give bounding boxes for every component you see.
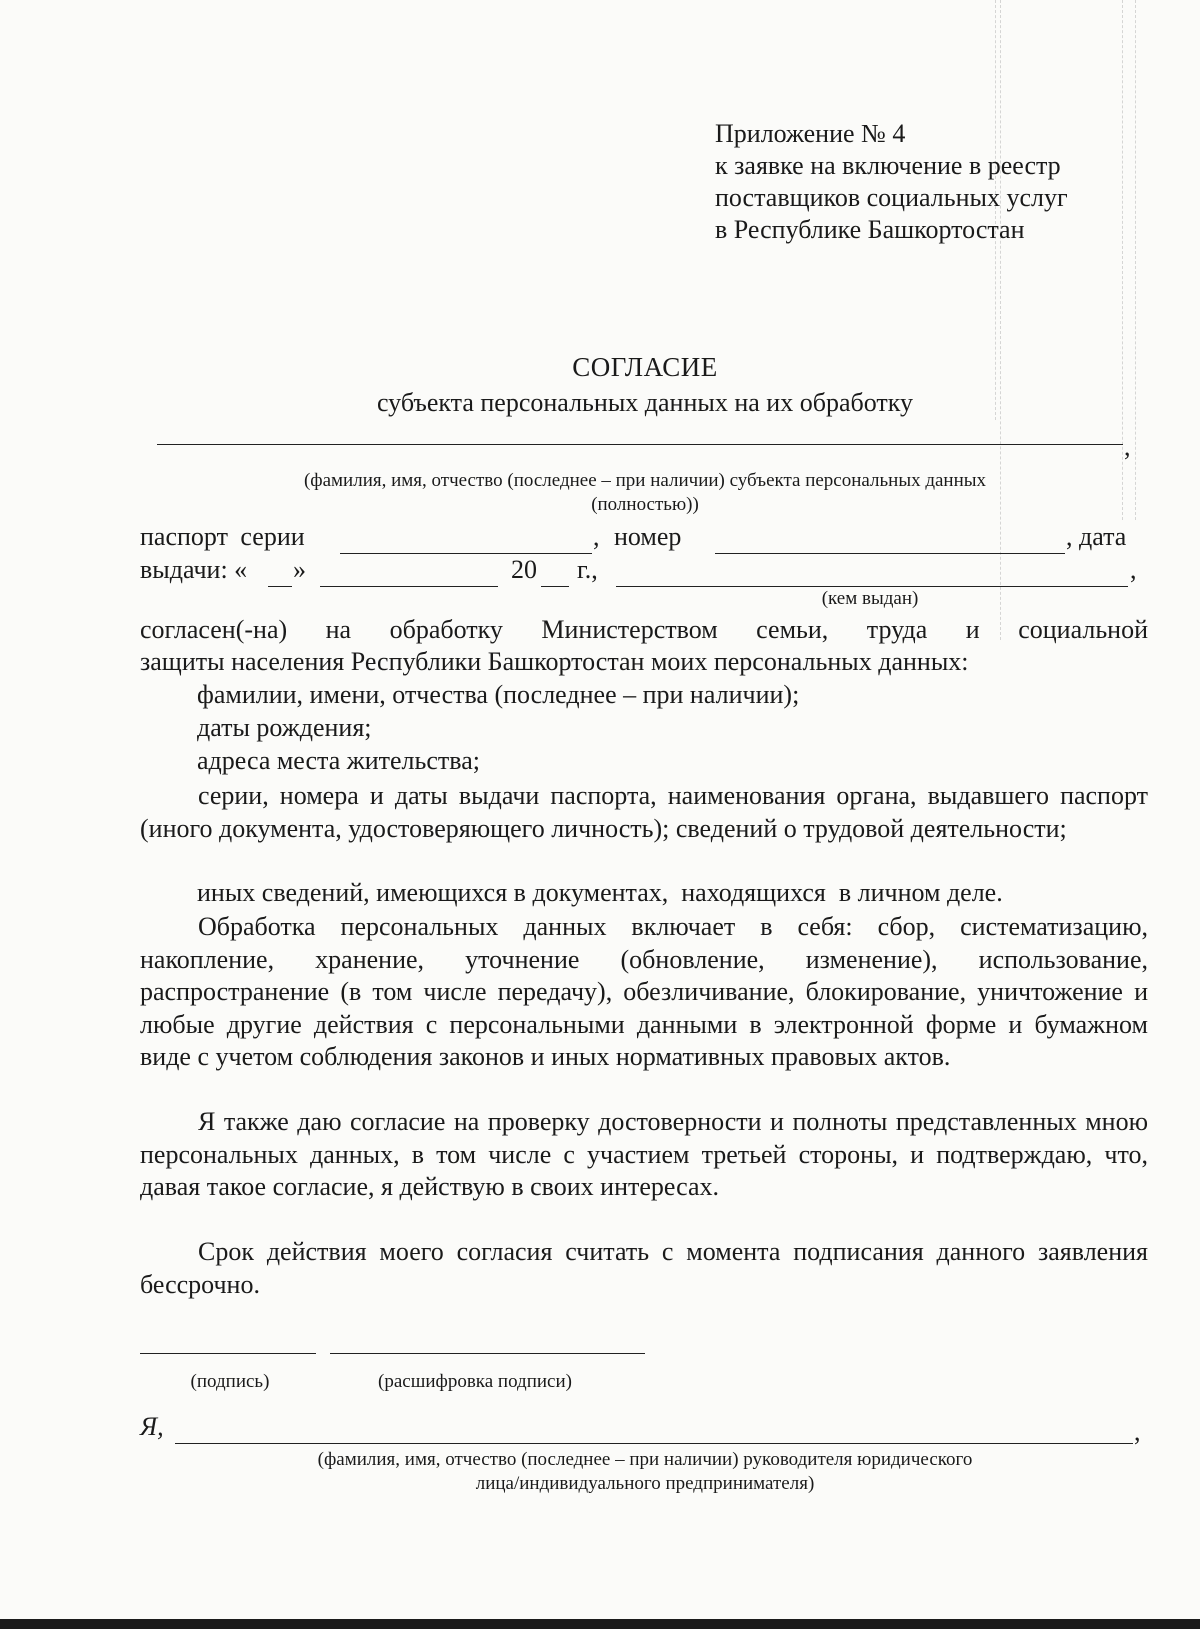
issue-year-suffix: г., [577,555,598,584]
signature-field[interactable] [140,1353,316,1354]
verification-paragraph: Я также даю согласие на проверку достоверности и полноты представленных мною персональных данных, в том числе с участием третьей стороны, и подтверждаю, что, давая такое согласие, я действую в своих интересах. [140,1107,1148,1201]
issue-date-label: выдачи: « [140,555,248,584]
passport-series-label: паспорт серии [140,522,305,551]
signature-hint: (подпись) [190,1371,270,1392]
issue-date-close-quote: » [293,555,306,584]
scan-artifact [1135,0,1136,520]
consent-lead-line: согласен(-на) на обработку Министерством семьи, труда и социальной [140,615,1148,644]
passport-date-label: , дата [1066,522,1127,551]
appendix-line: в Республике Башкортостан [715,215,1025,244]
consent-item: даты рождения; [197,713,372,742]
passport-number-field[interactable] [715,553,1065,554]
appendix-header [715,118,1068,246]
signature-decoding-hint: (расшифровка подписи) [378,1371,572,1392]
issue-year-prefix: 20 [511,555,537,584]
manager-prefix: Я, [140,1412,164,1441]
issued-by-hint: (кем выдан) [821,588,919,609]
appendix-line: Приложение № 4 [715,119,906,148]
processing-paragraph: Обработка персональных данных включает в себя: сбор, систематизацию, накопление, хранение, уточнение (обновление, изменение), использование, распространение (в том числе передачу), обезличивание, блокирование, уничтожение и любые другие действия с персональными данными в электронной форме и бумажном виде с учетом соблюдения законов и иных нормативных правовых актов. [140,912,1148,1071]
subject-name-hint: (фамилия, имя, отчество (последнее – при наличии) субъекта персональных данных (полностью)) [303,470,987,515]
issue-day-field[interactable] [268,586,292,587]
subject-name-comma: , [1124,432,1131,461]
consent-item: фамилии, имени, отчества (последнее – при наличии); [197,680,800,709]
consent-item: иных сведений, имеющихся в документах, находящихся в личном деле. [197,878,1003,907]
appendix-line: поставщиков социальных услуг [715,183,1068,212]
passport-series-field[interactable] [340,553,592,554]
signature-decoding-field[interactable] [330,1353,645,1354]
issued-by-comma: , [1130,555,1137,584]
subject-name-field[interactable] [157,444,1123,445]
document-title: СОГЛАСИЕ [572,352,718,382]
issue-year-field[interactable] [541,586,569,587]
manager-name-field[interactable] [175,1443,1133,1444]
manager-name-comma: , [1134,1417,1141,1446]
issue-month-field[interactable] [320,586,498,587]
passport-number-label: , номер [593,522,682,551]
document-subtitle: субъекта персональных данных на их обработку [376,388,914,417]
appendix-line: к заявке на включение в реестр [715,151,1061,180]
scan-edge [0,1619,1200,1629]
manager-name-hint: (фамилия, имя, отчество (последнее – при наличии) руководителя юридического лица/индивидуального предпринимателя) [317,1449,973,1494]
consent-item: адреса места жительства; [197,746,480,775]
consent-item-passport: серии, номера и даты выдачи паспорта, наименования органа, выдавшего паспорт (иного документа, удостоверяющего личность); сведений о трудовой деятельности; [140,781,1148,843]
scan-artifact [1000,0,1001,640]
consent-lead-line: защиты населения Республики Башкортостан моих персональных данных: [140,647,969,676]
term-paragraph: Срок действия моего согласия считать с момента подписания данного заявления бессрочно. [140,1237,1148,1299]
scan-artifact [1122,0,1123,520]
